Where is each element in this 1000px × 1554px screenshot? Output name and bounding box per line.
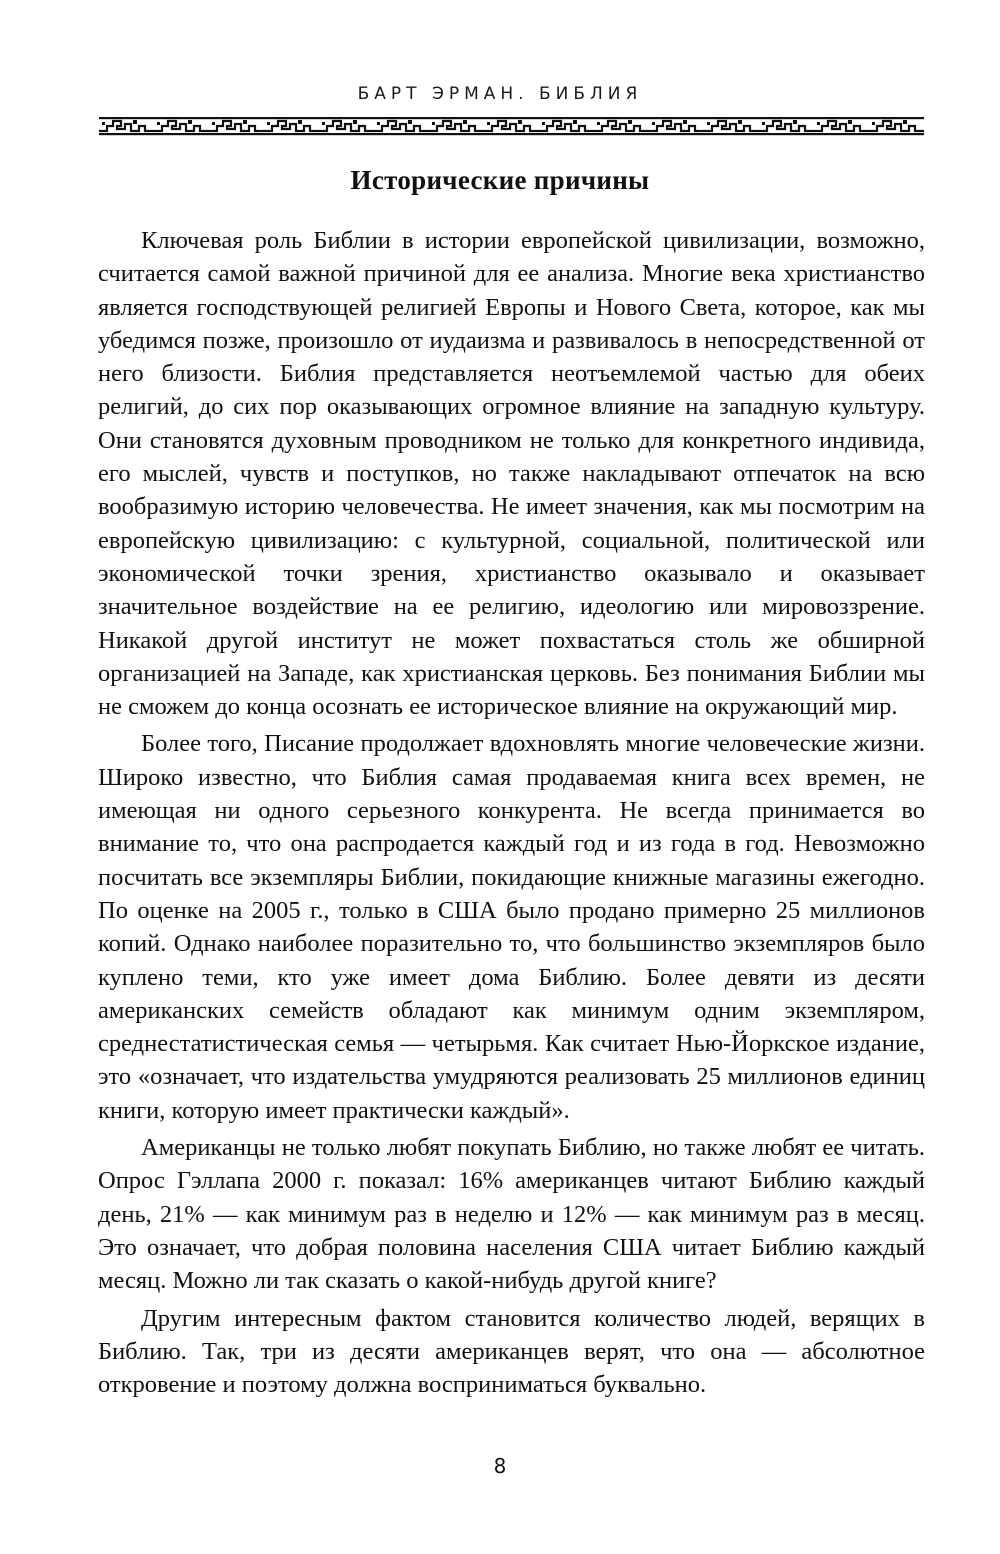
page-number: 8 (493, 1454, 507, 1478)
running-header: БАРТ ЭРМАН. БИБЛИЯ (357, 84, 643, 104)
ornamental-border (99, 114, 924, 138)
section-title: Исторические причины (350, 165, 650, 195)
body-text (98, 224, 925, 1405)
paragraph: Другим интересным фактом становится количество людей, верящих в Библию. Так, три из десяти американцев верят, что она — абсолютное откровение и поэтому должна восприниматься буквально. (98, 1304, 925, 1399)
paragraph: Ключевая роль Библии в истории европейской цивилизации, возможно, считается самой важной причиной для ее анализа. Многие века христианство является господствующей религией Европы и Нового Света, которое, как мы убедимся позже, произошло от иудаизма и развивалось в непосредственной от него близости. Библия представляется неотъемлемой частью для обеих религий, до сих пор оказывающих огромное влияние на западную культуру. Они становятся духовным проводником не только для конкретного индивида, его мыслей, чувств и поступков, но также накладывают отпечаток на всю вообразимую историю человечества. Не имеет значения, как мы посмотрим на европейскую цивилизацию: с культурной, социальной, политической или экономической точки зрения, христианство оказывало и оказывает значительное воздействие на ее религию, идеологию или мировоззрение. Никакой другой институт не может похвастаться столь же обширной организацией на Западе, как христианская церковь. Без понимания Библии мы не сможем до конца осознать ее историческое влияние на окружающий мир. (98, 227, 925, 721)
paragraph: Американцы не только любят покупать Библию, но также любят ее читать. Опрос Гэллапа 2000 г. показал: 16% американцев читают Библию каждый день, 21% — как минимум раз в неделю и 12% — как минимум раз в месяц. Это означает, что добрая половина населения США читает Библию каждый месяц. Можно ли так сказать о какой-нибудь другой книге? (98, 1134, 925, 1295)
paragraph: Более того, Писание продолжает вдохновлять многие человеческие жизни. Широко известно, что Библия самая продаваемая книга всех времен, не имеющая ни одного серьезного конкурента. Не всегда принимается во внимание то, что она распродается каждый год и из года в год. Невозможно посчитать все экземпляры Библии, покидающие книжные магазины ежегодно. По оценке на 2005 г., только в США было продано примерно 25 миллионов копий. Однако наиболее поразительно то, что большинство экземпляров было куплено теми, кто уже имеет дома Библию. Более девяти из десяти американских семейств обладают как минимум одним экземпляром, среднестатистическая семья — четырьмя. Как считает Нью-Йоркское издание, это «означает, что издательства умудряются реализовать 25 миллионов единиц книги, которую имеет практически каждый». (98, 730, 925, 1124)
